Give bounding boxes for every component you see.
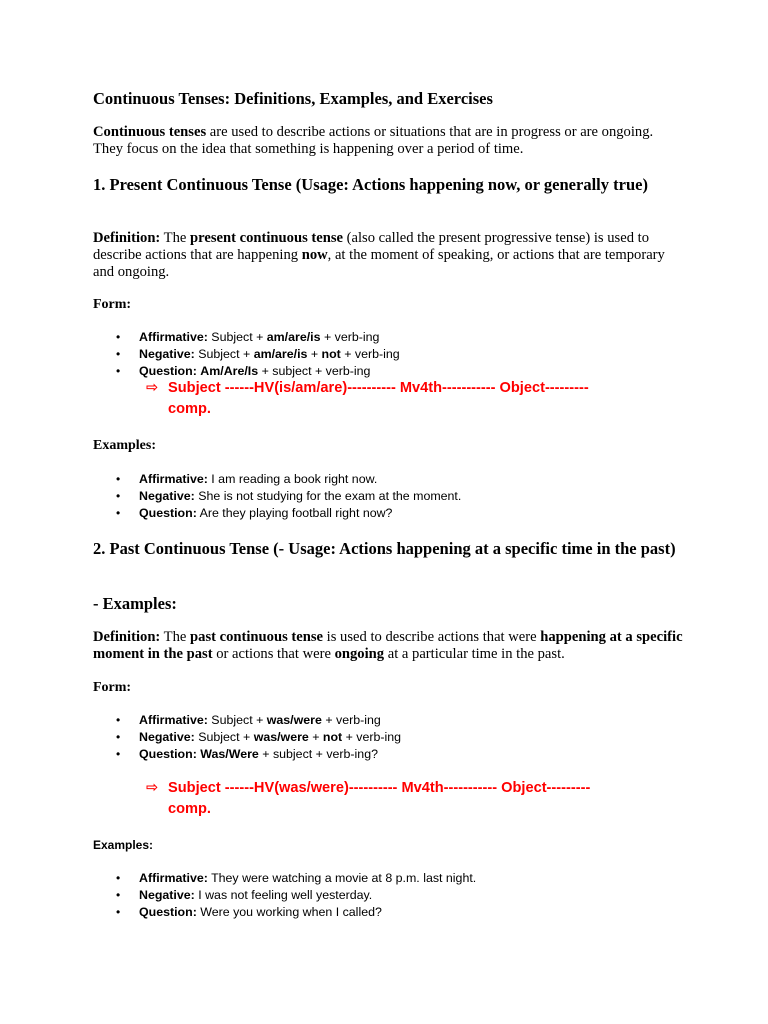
item-text: I am reading a book right now. (207, 472, 378, 486)
item-label: Question: (139, 746, 197, 761)
formula-line1: Subject ------HV(was/were)---------- Mv4th----------- Object--------- (168, 780, 591, 796)
section2-formula (146, 778, 676, 820)
item-bold: not (321, 346, 341, 361)
item-bold: was/were (253, 729, 309, 744)
formula-line2: comp. (168, 801, 211, 817)
item-text: Subject + (194, 346, 254, 361)
bullet-icon: • (116, 363, 121, 378)
definition-label: Definition: (93, 230, 161, 246)
item-bold: was/were (266, 713, 322, 727)
bullet-icon: • (116, 871, 121, 885)
list-item (116, 471, 716, 488)
definition-text: at a particular time in the past. (384, 646, 565, 662)
item-text: + (308, 729, 323, 744)
definition-bold: now (301, 247, 328, 263)
bullet-icon: • (116, 746, 121, 761)
right-arrow-icon: ⇨ (146, 780, 159, 796)
section2-form-label: Form: (93, 680, 132, 695)
formula-line1: Subject ------HV(is/am/are)---------- Mv4th----------- Object--------- (168, 380, 589, 396)
definition-text: is used to describe actions that were (323, 629, 541, 645)
right-arrow-icon: ⇨ (146, 380, 159, 396)
item-text: + subject + verb-ing (258, 363, 371, 378)
item-bold: Am/Are/Is (200, 363, 259, 378)
list-item (116, 488, 716, 505)
item-text: + verb-ing (342, 729, 402, 744)
item-text: Were you working when I called? (196, 904, 382, 919)
item-text: They were watching a movie at 8 p.m. last night. (207, 871, 477, 885)
list-item (116, 363, 716, 380)
definition-bold: happening at a specific moment in the past (93, 629, 683, 662)
definition-bold: ongoing (334, 646, 385, 662)
item-label: Affirmative: (139, 713, 208, 727)
section1-form-label: Form: (93, 297, 132, 312)
item-text: + verb-ing (340, 346, 400, 361)
item-text: + (307, 346, 322, 361)
intro-paragraph (93, 124, 683, 158)
document-title: Continuous Tenses: Definitions, Examples, and Exercises (93, 89, 493, 108)
bullet-icon: • (116, 729, 121, 744)
item-text: + subject + verb-ing? (258, 746, 378, 761)
bullet-icon: • (116, 472, 121, 486)
bullet-icon: • (116, 713, 121, 727)
list-item (116, 329, 716, 346)
item-text: Subject + (207, 713, 267, 727)
section2-heading: 2. Past Continuous Tense (- Usage: Actions happening at a specific time in the past) (93, 539, 676, 558)
item-label: Negative: (139, 887, 195, 902)
bullet-icon: • (116, 887, 121, 902)
item-label: Question: (139, 363, 197, 378)
item-text: Subject + (207, 330, 267, 344)
definition-text: , at the moment of speaking, or actions that are temporary and ongoing. (93, 247, 665, 280)
section1-formula (146, 378, 676, 420)
item-label: Negative: (139, 346, 195, 361)
item-label: Negative: (139, 729, 195, 744)
item-text: She is not studying for the exam at the moment. (194, 488, 462, 503)
item-text: I was not feeling well yesterday. (194, 887, 373, 902)
section1-definition (93, 230, 683, 281)
intro-bold-term: Continuous tenses (93, 124, 207, 140)
list-item (116, 505, 716, 522)
bullet-icon: • (116, 346, 121, 361)
item-label: Affirmative: (139, 330, 208, 344)
list-item (116, 870, 716, 887)
section2-examples-list (116, 870, 716, 920)
list-item (116, 712, 716, 729)
bullet-icon: • (116, 488, 121, 503)
item-label: Question: (139, 505, 197, 520)
definition-label: Definition: (93, 629, 161, 645)
section1-heading: 1. Present Continuous Tense (Usage: Actions happening now, or generally true) (93, 175, 648, 194)
definition-text: (also called the present progressive tense) is used to describe actions that are happening (93, 230, 649, 263)
section1-form-list (116, 329, 716, 379)
formula-line2: comp. (168, 401, 211, 417)
section1-examples-label: Examples: (93, 438, 156, 453)
item-bold: Was/Were (200, 746, 259, 761)
item-text: Are they playing football right now? (196, 505, 393, 520)
list-item (116, 746, 716, 763)
section2-form-list (116, 712, 716, 762)
section2-subheading: - Examples: (93, 594, 177, 613)
item-bold: am/are/is (266, 330, 321, 344)
item-text: Subject + (194, 729, 254, 744)
bullet-icon: • (116, 904, 121, 919)
item-label: Question: (139, 904, 197, 919)
bullet-icon: • (116, 330, 121, 344)
definition-text: The (160, 629, 191, 645)
list-item (116, 346, 716, 363)
bullet-icon: • (116, 505, 121, 520)
list-item (116, 729, 716, 746)
item-bold: not (322, 729, 343, 744)
section2-examples-label: Examples: (93, 838, 154, 852)
intro-text: are used to describe actions or situations that are in progress or are ongoing. They focus on the idea that something is happening over a period of time. (93, 124, 654, 157)
definition-bold: past continuous tense (190, 629, 324, 645)
item-label: Negative: (139, 488, 195, 503)
section1-examples-list (116, 471, 716, 521)
list-item (116, 887, 716, 904)
item-bold: am/are/is (253, 346, 308, 361)
definition-bold: present continuous tense (190, 230, 344, 246)
definition-text: The (160, 230, 191, 246)
list-item (116, 904, 716, 921)
section2-definition (93, 629, 683, 663)
item-text: + verb-ing (320, 330, 380, 344)
item-label: Affirmative: (139, 472, 208, 486)
item-label: Affirmative: (139, 871, 208, 885)
definition-text: or actions that were (212, 646, 335, 662)
item-text: + verb-ing (321, 713, 381, 727)
